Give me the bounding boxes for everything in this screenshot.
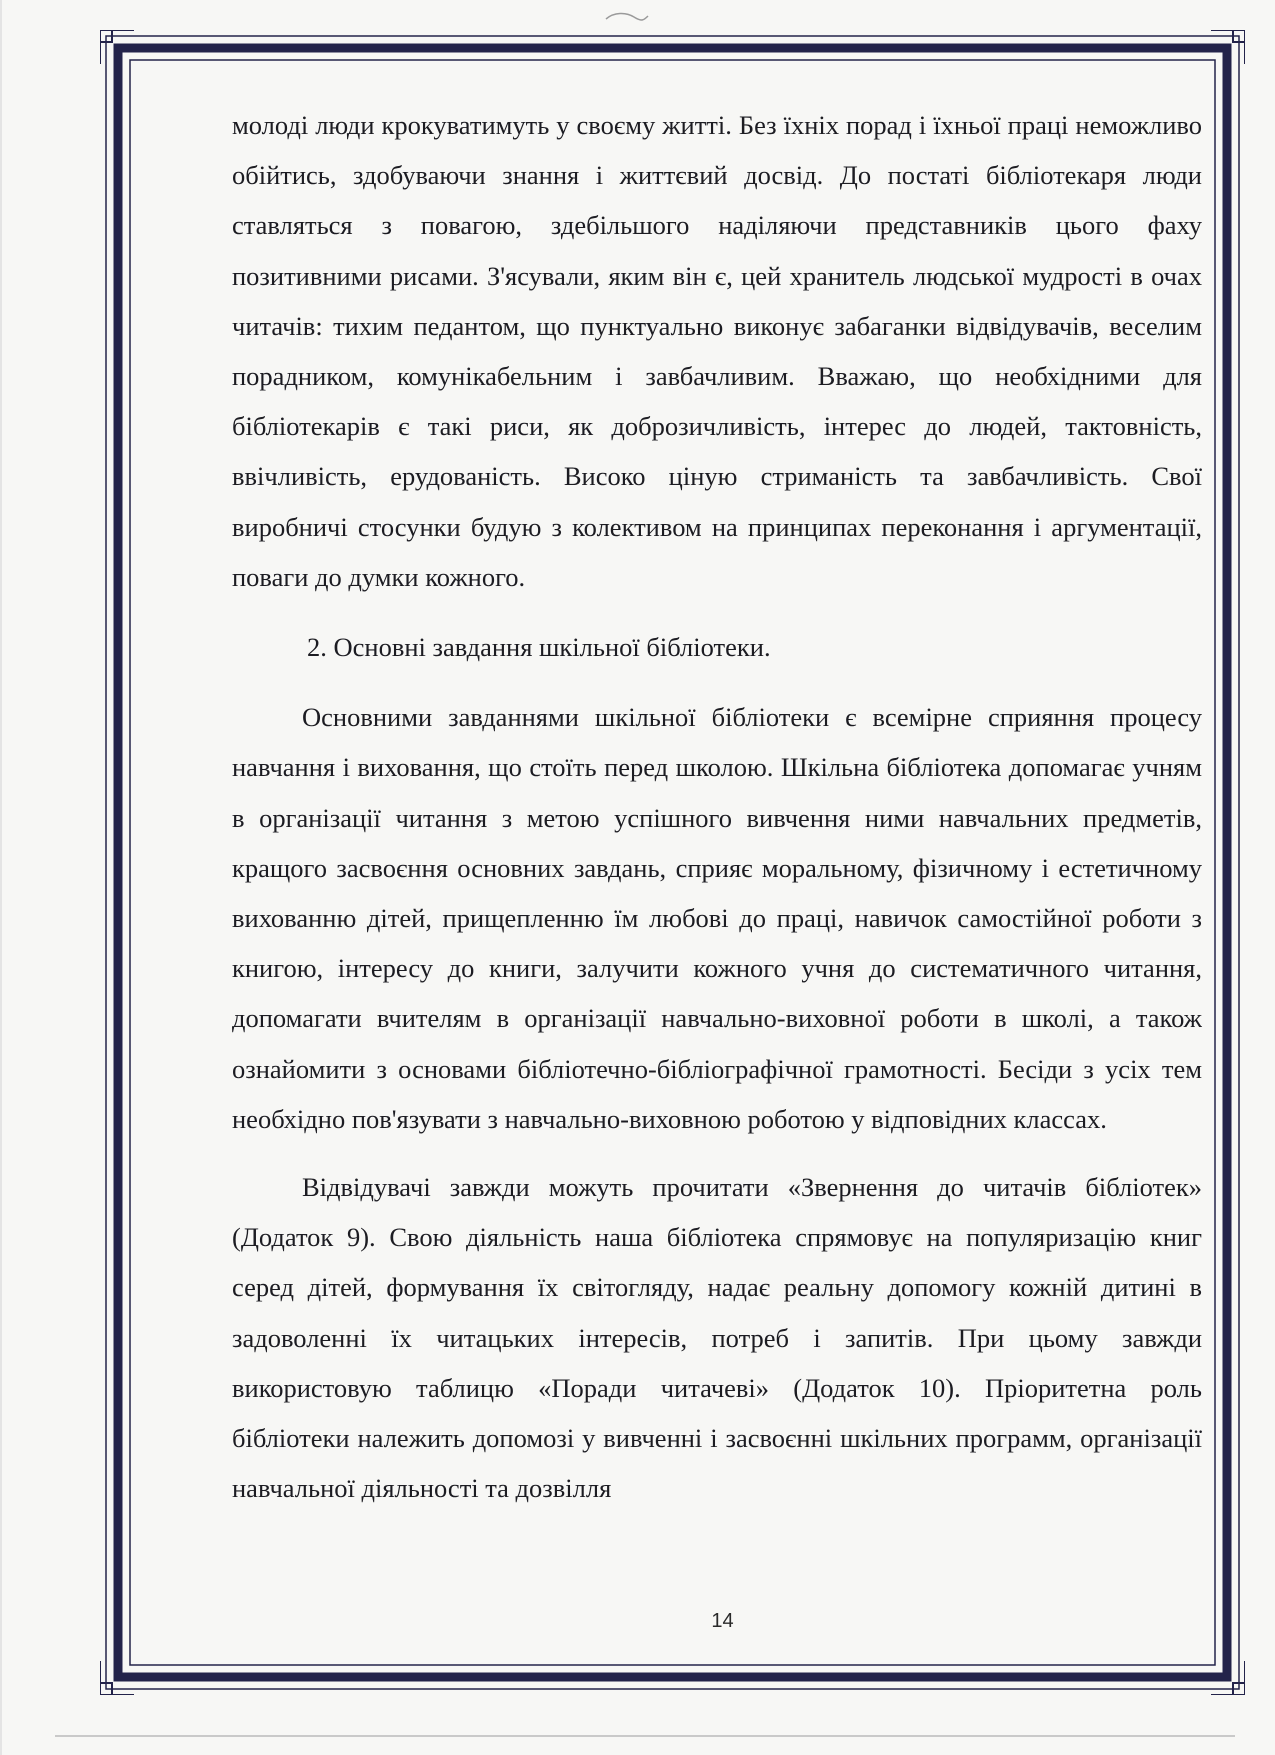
paragraph-librarian-traits: молоді люди крокуватимуть у своєму житті. Без їхніх порад і їхньої праці неможливо обійтись, здобуваючи знання і життєвий досвід. До постаті бібліотекаря люди ставляться з повагою, здебільшого наділяючи представників цього фаху позитивними рисами. З'ясували, яким він є, цей хранитель людської мудрості в очах читачів: тихим педантом, що пунктуально виконує забаганки відвідувачів, веселим порадником, комунікабельним і завбачливим. Вважаю, що необхідними для бібліотекарів є такі риси, як доброзичливість, інтерес до людей, тактовність, ввічливість, ерудованість. Високо ціную стриманість та завбачливість. Свої виробничі стосунки будую з колективом на принципах переконання і аргументації, поваги до думки кожного.: [232, 110, 1202, 592]
paragraph-library-tasks: Основними завданнями шкільної бібліотеки є всемірне сприяння процесу навчання і виховання, що стоїть перед школою. Шкільна бібліотека допомагає учням в організації читання з метою успішного вивчення ними навчальних предметів, кращого засвоєння основних завдань, сприяє моральному, фізичному і естетичному вихованню дітей, прищепленню їм любові до праці, навичок самостійної роботи з книгою, інтересу до книги, залучити кожного учня до систематичного читання, допомагати вчителям в організації навчально-виховної роботи в школі, а також ознайомити з основами бібліотечно-бібліографічної грамотності. Бесіди з усіх тем необхідно пов'язувати з навчально-виховною роботою у відповідних классах.: [232, 702, 1202, 1134]
scan-edge-line: [55, 1735, 1235, 1737]
scan-edge: [0, 0, 2, 1755]
page-number: 14: [711, 1610, 734, 1632]
paragraph-visitors: Відвідувачі завжди можуть прочитати «Звернення до читачів бібліотек» (Додаток 9). Свою діяльність наша бібліотека спрямовує на популяризацію книг серед дітей, формування їх світогляду, надає реальну допомогу кожній дитині в задоволенні їх читацьких інтересів, потреб і запитів. При цьому завжди використовую таблицю «Поради читачеві» (Додаток 10). Пріоритетна роль бібліотеки належить допомозі у вивченні і засвоєнні шкільних программ, організації навчальної діяльності та дозвілля: [232, 1172, 1202, 1504]
scan-artifact-mark: [604, 10, 650, 24]
page-body: [232, 100, 1202, 1513]
section-heading: 2. Основні завдання шкільної бібліотеки.: [307, 632, 771, 663]
